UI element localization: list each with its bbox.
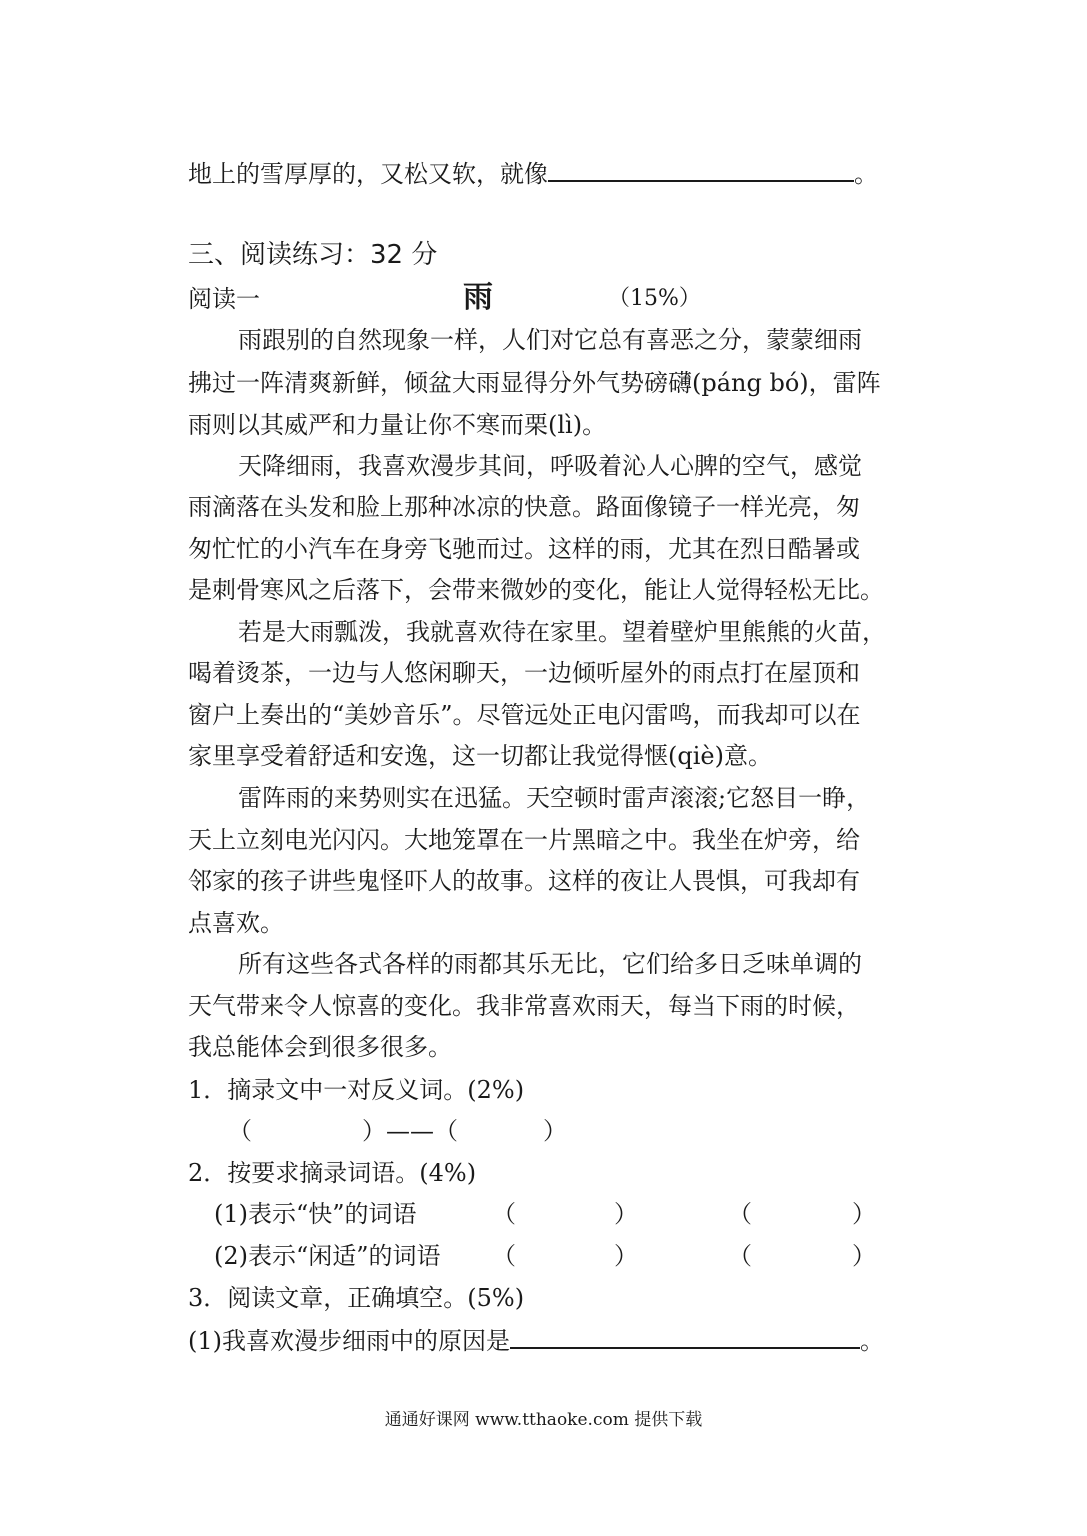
paragraph-line: 邻家的孩子讲些鬼怪吓人的故事。这样的夜让人畏惧，可我却有	[188, 867, 860, 895]
question-2: 2．按要求摘录词语。(4%)	[188, 1159, 477, 1187]
paragraph-line: 雨则以其威严和力量让你不寒而栗(lì)。	[188, 411, 607, 439]
answer-paren-close: ）	[852, 1242, 876, 1270]
paragraph-line: 天上立刻电光闪闪。大地笼罩在一片黑暗之中。我坐在炉旁，给	[188, 826, 860, 854]
answer-paren-open: （	[492, 1242, 516, 1270]
answer-paren-dash: ）——（	[362, 1117, 458, 1145]
paragraph-line: 所有这些各式各样的雨都其乐无比，它们给多日乏味单调的	[238, 950, 862, 978]
question-2-sub-2: (2)表示“闲适”的词语	[214, 1242, 441, 1270]
paragraph-line: 雨滴落在头发和脸上那种冰凉的快意。路面像镜子一样光亮，匆	[188, 493, 860, 521]
answer-paren-close: ）	[543, 1117, 567, 1145]
question-1: 1．摘录文中一对反义词。(2%)	[188, 1076, 525, 1104]
answer-paren-open: （	[228, 1117, 252, 1145]
question-3: 3．阅读文章，正确填空。(5%)	[188, 1284, 525, 1312]
footer-credit: 通通好课网 www.tthaoke.com 提供下载	[384, 1410, 703, 1430]
paragraph-line: 喝着烫茶，一边与人悠闲聊天，一边倾听屋外的雨点打在屋顶和	[188, 659, 860, 687]
question-3-sub-1	[188, 1325, 884, 1356]
reading-label: 阅读一	[188, 285, 260, 313]
question-3-sub-1-end: 。	[860, 1327, 884, 1355]
paragraph-line: 天气带来令人惊喜的变化。我非常喜欢雨天，每当下雨的时候，	[188, 992, 860, 1020]
fill-in-line	[188, 158, 878, 189]
fill-in-text: 地上的雪厚厚的，又松又软，就像	[188, 160, 548, 188]
answer-paren-close: ）	[852, 1200, 876, 1228]
paragraph-line: 匆忙忙的小汽车在身旁飞驰而过。这样的雨，尤其在烈日酷暑或	[188, 535, 860, 563]
paragraph-line: 我总能体会到很多很多。	[188, 1033, 452, 1061]
paragraph-line: 家里享受着舒适和安逸，这一切都让我觉得惬(qiè)意。	[188, 742, 772, 770]
question-3-sub-1-text: (1)我喜欢漫步细雨中的原因是	[188, 1327, 510, 1355]
reading-title: 雨	[463, 280, 493, 315]
answer-blank[interactable]	[510, 1325, 860, 1349]
paragraph-line: 是刺骨寒风之后落下，会带来微妙的变化，能让人觉得轻松无比。	[188, 576, 884, 604]
paragraph-line: 拂过一阵清爽新鲜，倾盆大雨显得分外气势磅礴(páng bó)，雷阵	[188, 369, 881, 397]
answer-paren-open: （	[492, 1200, 516, 1228]
question-2-sub-1: (1)表示“快”的词语	[214, 1200, 417, 1228]
reading-score: （15%）	[608, 286, 701, 311]
answer-paren-open: （	[728, 1200, 752, 1228]
fill-in-end: 。	[854, 160, 878, 188]
answer-paren-close: ）	[614, 1200, 638, 1228]
paragraph-line: 若是大雨瓢泼，我就喜欢待在家里。望着壁炉里熊熊的火苗，	[238, 618, 886, 646]
paragraph-line: 雨跟别的自然现象一样，人们对它总有喜恶之分，蒙蒙细雨	[238, 326, 862, 354]
paragraph-line: 天降细雨，我喜欢漫步其间，呼吸着沁人心脾的空气，感觉	[238, 452, 862, 480]
answer-paren-close: ）	[614, 1242, 638, 1270]
paragraph-line: 窗户上奏出的“美妙音乐”。尽管远处正电闪雷鸣，而我却可以在	[188, 701, 861, 729]
section-title: 三、阅读练习：32 分	[188, 240, 438, 270]
answer-paren-open: （	[728, 1242, 752, 1270]
paragraph-line: 点喜欢。	[188, 909, 284, 937]
answer-blank[interactable]	[548, 158, 854, 182]
paragraph-line: 雷阵雨的来势则实在迅猛。天空顿时雷声滚滚;它怒目一睁，	[238, 784, 871, 812]
